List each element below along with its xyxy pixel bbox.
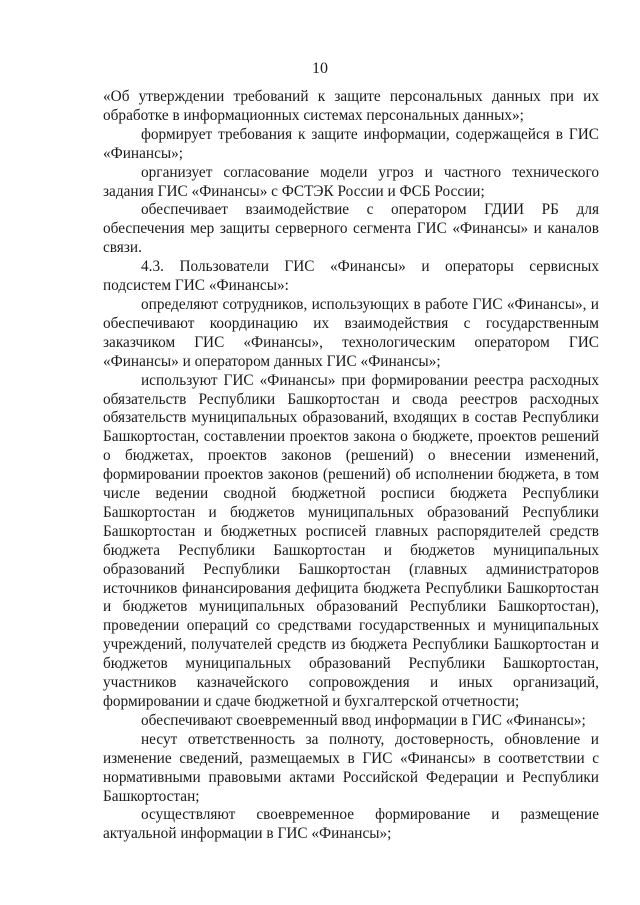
paragraph: используют ГИС «Финансы» при формировании реестра расходных обязательств Республики Башкортостан и свода реестров расходных обязательств муниципальных образований, входящих в состав Республики Башкортостан, составлении проектов закона о бюджете, проектов решений о бюджетах, проектов законов (решений) о внесении изменений, формировании проектов законов (решений) об исполнении бюджета, в том числе ведении сводной бюджетной росписи бюджета Республики Башкортостан и бюджетов муниципальных образований Республики Башкортостан и бюджетных росписей главных распорядителей средств бюджета Республики Башкортостан и бюджетов муниципальных образований Республики Башкортостан (главных администраторов источников финансирования дефицита бюджета Республики Башкортостан и бюджетов муниципальных образований Республики Башкортостан), проведении операций со средствами государственных и муниципальных учреждений, получателей средств из бюджета Республики Башкортостан и бюджетов муниципальных образований Республики Башкортостан, участников казначейского сопровождения и иных организаций, формировании и сдаче бюджетной и бухгалтерской отчетности; (103, 371, 599, 710)
section-heading: 4.3. Пользователи ГИС «Финансы» и операторы сервисных подсистем ГИС «Финансы»: (103, 258, 599, 295)
paragraph: определяют сотрудников, использующих в работе ГИС «Финансы», и обеспечивают координацию их взаимодействия с государственным заказчиком ГИС «Финансы», технологическим оператором ГИС «Финансы» и оператором данных ГИС «Финансы»; (103, 295, 599, 370)
paragraph: «Об утверждении требований к защите персональных данных при их обработке в информационных системах персональных данных»; (103, 88, 599, 124)
paragraph: формирует требования к защите информации, содержащейся в ГИС «Финансы»; (103, 125, 599, 162)
paragraph: организует согласование модели угроз и частного технического задания ГИС «Финансы» с ФСТЭК России и ФСБ России; (103, 163, 599, 200)
document-body (103, 88, 599, 844)
paragraph: несут ответственность за полноту, достоверность, обновление и изменение сведений, размещаемых в ГИС «Финансы» в соответствии с нормативными правовыми актами Российской Федерации и Республики Башкортостан; (103, 730, 599, 805)
page-number: 10 (312, 60, 328, 77)
paragraph: обеспечивает взаимодействие с оператором ГДИИ РБ для обеспечения мер защиты серверного сегмента ГИС «Финансы» и каналов связи. (103, 201, 599, 257)
paragraph: обеспечивают своевременный ввод информации в ГИС «Финансы»; (141, 711, 586, 729)
paragraph: осуществляют своевременное формирование и размещение актуальной информации в ГИС «Финансы»; (103, 806, 599, 843)
